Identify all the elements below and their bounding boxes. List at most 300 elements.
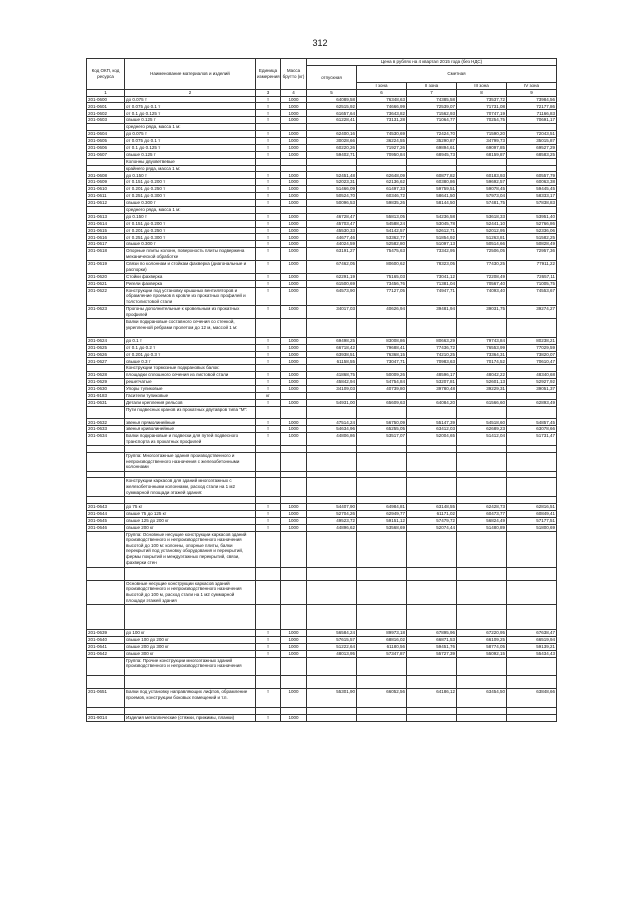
- row-code: 201-0641: [87, 643, 125, 650]
- table-row: [87, 643, 557, 650]
- row-release-price: 44896,62: [307, 524, 357, 531]
- row-zone-2-price: [407, 406, 457, 419]
- row-unit: т: [256, 385, 281, 392]
- row-name: среднего ряда, масса 1 м:: [125, 206, 256, 213]
- table-row: [87, 568, 557, 581]
- row-mass: 1000: [281, 630, 307, 637]
- row-zone-2-price: [407, 452, 457, 471]
- row-mass: 1000: [281, 358, 307, 365]
- header-name: Наименование материалов и изделий: [125, 59, 256, 90]
- row-zone-3-price: 77430,25: [457, 260, 507, 273]
- row-zone-4-price: 59445,45: [507, 186, 557, 193]
- table-row: [87, 580, 557, 605]
- row-code: 201-0616: [87, 234, 125, 241]
- row-name: Стойки фахверка: [125, 273, 256, 280]
- row-unit: т: [256, 337, 281, 344]
- row-name: крайнего ряда, масса 1 м:: [125, 165, 256, 172]
- row-zone-3-price: [457, 365, 507, 372]
- row-mass: 1000: [281, 131, 307, 138]
- row-release-price: 61158,55: [307, 358, 357, 365]
- table-row: [87, 227, 557, 234]
- row-zone-4-price: [507, 657, 557, 676]
- table-row: [87, 319, 557, 338]
- row-code: 201-9014: [87, 714, 125, 721]
- row-release-price: 48013,95: [307, 650, 357, 657]
- row-code: 201-0621: [87, 280, 125, 287]
- table-row: [87, 478, 557, 497]
- row-code: 201-0613: [87, 213, 125, 220]
- row-name: [125, 568, 256, 581]
- row-name: [125, 707, 256, 714]
- row-name: Гасители тупиковые: [125, 392, 256, 399]
- row-zone-3-price: 59692,57: [457, 179, 507, 186]
- row-code: 201-0639: [87, 630, 125, 637]
- table-row: [87, 707, 557, 714]
- table-row: [87, 406, 557, 419]
- row-zone-3-price: 57481,75: [457, 199, 507, 206]
- row-zone-1-price: 89973,18: [357, 630, 407, 637]
- row-release-price: 30028,66: [307, 137, 357, 144]
- row-zone-2-price: 60380,86: [407, 179, 457, 186]
- row-name: до 75 кг: [125, 504, 256, 511]
- row-zone-1-price: [357, 392, 407, 399]
- row-code: 201-0622: [87, 287, 125, 306]
- row-name: от 0.201 до 0.250 т: [125, 186, 256, 193]
- row-zone-1-price: [357, 478, 407, 497]
- row-name: [125, 471, 256, 478]
- column-index: 2: [125, 90, 256, 97]
- table-row: [87, 351, 557, 358]
- row-zone-3-price: [457, 319, 507, 338]
- row-name: Группа: Основные несущие конструкции каркасов зданий производственного и непроизводственного назначения высотой до 100 м: колонны, опорные плиты, балки перекрытий под установку оборудования и перекрытий, фермы покрытий и междуэтажных перекрытий, связи, фахверки стен: [125, 531, 256, 567]
- row-zone-2-price: [407, 319, 457, 338]
- row-release-price: 44677,46: [307, 234, 357, 241]
- row-release-price: 44024,59: [307, 241, 357, 248]
- row-zone-1-price: 53362,77: [357, 234, 407, 241]
- table-row: [87, 344, 557, 351]
- table-row: [87, 220, 557, 227]
- row-release-price: [307, 365, 357, 372]
- row-zone-3-price: 60473,77: [457, 510, 507, 517]
- row-zone-3-price: [457, 676, 507, 689]
- table-row: [87, 110, 557, 117]
- row-zone-3-price: 72506,05: [457, 248, 507, 261]
- row-zone-1-price: [357, 497, 407, 504]
- row-zone-1-price: 52582,80: [357, 241, 407, 248]
- row-name: до 0.1 т: [125, 337, 256, 344]
- row-name: свыше 100 до 200 кг: [125, 636, 256, 643]
- table-row: [87, 419, 557, 426]
- table-row: [87, 358, 557, 365]
- row-release-price: 60220,26: [307, 144, 357, 151]
- row-release-price: 51222,64: [307, 643, 357, 650]
- row-zone-1-price: 70950,84: [357, 151, 407, 158]
- row-zone-2-price: [407, 165, 457, 172]
- row-release-price: 63191,27: [307, 248, 357, 261]
- row-release-price: 61657,64: [307, 110, 357, 117]
- row-code: [87, 568, 125, 581]
- table-row: [87, 199, 557, 206]
- row-mass: [281, 707, 307, 714]
- row-zone-1-price: [357, 707, 407, 714]
- row-name: от 0.251 до 0.300 т: [125, 234, 256, 241]
- row-zone-1-price: 59151,12: [357, 517, 407, 524]
- row-zone-4-price: [507, 471, 557, 478]
- row-name: [125, 497, 256, 504]
- row-release-price: 66718,42: [307, 344, 357, 351]
- row-name: Группа: Прочие конструкции многоэтажных зданий производственного и непроизводственного назначения: [125, 657, 256, 676]
- row-zone-1-price: 57347,87: [357, 650, 407, 657]
- row-code: 201-0630: [87, 385, 125, 392]
- row-zone-3-price: [457, 497, 507, 504]
- row-zone-1-price: [357, 471, 407, 478]
- row-zone-4-price: 70610,47: [507, 358, 557, 365]
- row-unit: [256, 497, 281, 504]
- row-zone-4-price: 60063,38: [507, 179, 557, 186]
- row-zone-2-price: 64186,12: [407, 689, 457, 708]
- row-zone-2-price: [407, 568, 457, 581]
- table-row: [87, 306, 557, 319]
- row-name: звенья криволинейные: [125, 426, 256, 433]
- row-unit: [256, 471, 281, 478]
- row-zone-1-price: [357, 657, 407, 676]
- row-code: [87, 657, 125, 676]
- row-name: Пути подвесных кранов из прокатных двутавров типа "М":: [125, 406, 256, 419]
- row-code: 201-0642: [87, 650, 125, 657]
- row-zone-4-price: 55434,43: [507, 650, 557, 657]
- row-name: от 0.1 до 0.125 т: [125, 110, 256, 117]
- row-zone-4-price: [507, 206, 557, 213]
- table-row: [87, 151, 557, 158]
- row-release-price: 61500,69: [307, 280, 357, 287]
- row-unit: т: [256, 241, 281, 248]
- row-zone-2-price: 52612,71: [407, 227, 457, 234]
- row-zone-2-price: 52074,44: [407, 524, 457, 531]
- row-code: [87, 124, 125, 131]
- row-zone-2-price: [407, 580, 457, 605]
- row-mass: 1000: [281, 172, 307, 179]
- column-index: 1: [87, 90, 125, 97]
- row-zone-2-price: [407, 676, 457, 689]
- row-unit: т: [256, 248, 281, 261]
- row-name: Ригели фахверка: [125, 280, 256, 287]
- row-zone-1-price: 60346,72: [357, 193, 407, 200]
- row-unit: [256, 446, 281, 453]
- row-unit: т: [256, 643, 281, 650]
- table-row: [87, 372, 557, 379]
- row-release-price: 64089,58: [307, 96, 357, 103]
- row-release-price: 64573,90: [307, 287, 357, 306]
- header-zone-4: IV зона: [507, 83, 557, 90]
- row-release-price: 55301,90: [307, 689, 357, 708]
- row-unit: т: [256, 220, 281, 227]
- row-zone-2-price: 71562,93: [407, 110, 457, 117]
- row-release-price: 45703,47: [307, 220, 357, 227]
- row-zone-4-price: [507, 124, 557, 131]
- table-row: [87, 517, 557, 524]
- row-zone-1-price: 76368,15: [357, 351, 407, 358]
- row-zone-3-price: 57973,04: [457, 193, 507, 200]
- row-release-price: 51466,09: [307, 186, 357, 193]
- row-code: [87, 319, 125, 338]
- row-zone-4-price: [507, 392, 557, 399]
- table-row: [87, 165, 557, 172]
- row-release-price: 47514,24: [307, 419, 357, 426]
- table-row: [87, 605, 557, 630]
- row-zone-4-price: [507, 365, 557, 372]
- row-zone-3-price: 63454,50: [457, 689, 507, 708]
- row-release-price: 52023,31: [307, 179, 357, 186]
- row-name: Прогоны дополнительные к кровельным из прокатных профилей: [125, 306, 256, 319]
- row-unit: т: [256, 636, 281, 643]
- table-row: [87, 452, 557, 471]
- row-zone-2-price: 58641,50: [407, 193, 457, 200]
- row-release-price: [307, 580, 357, 605]
- row-zone-1-price: 40739,80: [357, 385, 407, 392]
- row-zone-2-price: [407, 365, 457, 372]
- row-unit: [256, 406, 281, 419]
- row-zone-2-price: 53207,81: [407, 379, 457, 386]
- row-zone-3-price: 52441,10: [457, 220, 507, 227]
- row-code: [87, 206, 125, 213]
- row-zone-4-price: 60849,41: [507, 510, 557, 517]
- row-zone-2-price: 55147,39: [407, 419, 457, 426]
- row-mass: [281, 365, 307, 372]
- row-code: [87, 471, 125, 478]
- row-zone-3-price: [457, 478, 507, 497]
- row-mass: 1000: [281, 636, 307, 643]
- table-row: [87, 657, 557, 676]
- row-zone-4-price: 71005,75: [507, 280, 557, 287]
- row-mass: [281, 676, 307, 689]
- row-name: свыше 200 до 300 кг: [125, 643, 256, 650]
- row-zone-4-price: 51800,69: [507, 524, 557, 531]
- row-zone-4-price: 50828,49: [507, 241, 557, 248]
- row-zone-3-price: [457, 714, 507, 721]
- row-name: Детали крепления рельсов: [125, 399, 256, 406]
- row-zone-2-price: 57479,72: [407, 517, 457, 524]
- row-release-price: 52704,26: [307, 510, 357, 517]
- row-zone-2-price: 64084,20: [407, 399, 457, 406]
- table-row: [87, 103, 557, 110]
- row-zone-3-price: 62689,23: [457, 426, 507, 433]
- row-mass: 1000: [281, 248, 307, 261]
- row-name: Упоры тупиковые: [125, 385, 256, 392]
- row-mass: [281, 158, 307, 165]
- row-unit: т: [256, 650, 281, 657]
- table-row: [87, 650, 557, 657]
- row-zone-3-price: 79743,84: [457, 337, 507, 344]
- row-mass: 1000: [281, 260, 307, 273]
- row-unit: т: [256, 510, 281, 517]
- row-zone-4-price: 57177,51: [507, 517, 557, 524]
- row-zone-1-price: [357, 206, 407, 213]
- table-row: [87, 497, 557, 504]
- row-zone-2-price: 59759,51: [407, 186, 457, 193]
- row-mass: 1000: [281, 517, 307, 524]
- row-mass: 1000: [281, 273, 307, 280]
- row-mass: 1000: [281, 151, 307, 158]
- row-zone-2-price: 60877,82: [407, 172, 457, 179]
- row-name: от 0.151 до 0.200 т: [125, 220, 256, 227]
- row-mass: [281, 452, 307, 471]
- header-zone-2: II зона: [407, 83, 457, 90]
- table-body: [87, 96, 557, 721]
- row-mass: 1000: [281, 714, 307, 721]
- row-zone-1-price: [357, 158, 407, 165]
- row-zone-4-price: 52927,92: [507, 379, 557, 386]
- row-code: 201-0651: [87, 689, 125, 708]
- row-zone-1-price: 53517,07: [357, 433, 407, 446]
- row-zone-1-price: [357, 446, 407, 453]
- row-release-price: 62515,92: [307, 103, 357, 110]
- row-unit: [256, 158, 281, 165]
- table-row: [87, 426, 557, 433]
- table-row: [87, 446, 557, 453]
- header-release-price: отпускная: [307, 65, 357, 89]
- row-zone-4-price: [507, 580, 557, 605]
- row-unit: [256, 165, 281, 172]
- row-zone-3-price: [457, 452, 507, 471]
- row-mass: 1000: [281, 306, 307, 319]
- row-name: Группа: Многоэтажные здания производственного и непроизводственного назначения с железобетонными колоннами: [125, 452, 256, 471]
- row-zone-3-price: 53618,33: [457, 213, 507, 220]
- page-number: 312: [312, 38, 328, 48]
- row-name: до 0.075 т: [125, 96, 256, 103]
- row-zone-1-price: 62136,62: [357, 179, 407, 186]
- table-row: [87, 96, 557, 103]
- table-row: [87, 531, 557, 567]
- column-index: 6: [357, 90, 407, 97]
- row-zone-4-price: 73984,56: [507, 96, 557, 103]
- row-zone-2-price: [407, 471, 457, 478]
- row-code: 201-0624: [87, 337, 125, 344]
- row-zone-3-price: [457, 124, 507, 131]
- row-zone-4-price: 67638,47: [507, 630, 557, 637]
- header-unit: Единица измерения: [256, 59, 281, 90]
- row-unit: т: [256, 131, 281, 138]
- row-name: от 0.151 до 0.200 т: [125, 179, 256, 186]
- row-unit: т: [256, 433, 281, 446]
- row-code: [87, 676, 125, 689]
- row-zone-2-price: 72539,07: [407, 103, 457, 110]
- column-index: 4: [281, 90, 307, 97]
- row-zone-2-price: 74210,25: [407, 351, 457, 358]
- row-code: 201-0610: [87, 186, 125, 193]
- row-zone-1-price: 50009,26: [357, 372, 407, 379]
- row-zone-3-price: [457, 206, 507, 213]
- row-mass: [281, 124, 307, 131]
- price-table: [86, 58, 557, 722]
- row-code: 201-0644: [87, 510, 125, 517]
- row-name: свыше 125 до 200 кг: [125, 517, 256, 524]
- row-release-price: [307, 657, 357, 676]
- row-zone-3-price: 71590,20: [457, 131, 507, 138]
- row-mass: 1000: [281, 419, 307, 426]
- row-name: от 0.075 до 0.1 т: [125, 137, 256, 144]
- table-row: [87, 287, 557, 306]
- row-unit: т: [256, 504, 281, 511]
- row-mass: [281, 605, 307, 630]
- table-row: [87, 337, 557, 344]
- row-unit: т: [256, 358, 281, 365]
- row-mass: [281, 206, 307, 213]
- row-release-price: [307, 605, 357, 630]
- row-zone-1-price: 74530,69: [357, 131, 407, 138]
- row-zone-4-price: [507, 497, 557, 504]
- row-zone-3-price: 76553,99: [457, 344, 507, 351]
- row-mass: 1000: [281, 379, 307, 386]
- row-name: Опорные плиты колонн, поверхность плиты подвержена механической обработке: [125, 248, 256, 261]
- row-zone-2-price: 68945,73: [407, 151, 457, 158]
- row-zone-3-price: 54518,60: [457, 419, 507, 426]
- row-mass: 1000: [281, 110, 307, 117]
- row-unit: т: [256, 689, 281, 708]
- row-zone-3-price: [457, 568, 507, 581]
- table-row: [87, 510, 557, 517]
- row-mass: [281, 497, 307, 504]
- row-zone-2-price: [407, 714, 457, 721]
- row-zone-2-price: [407, 707, 457, 714]
- row-mass: [281, 568, 307, 581]
- row-zone-2-price: [407, 478, 457, 497]
- row-code: 201-0620: [87, 273, 125, 280]
- row-unit: т: [256, 399, 281, 406]
- row-zone-4-price: 39051,37: [507, 385, 557, 392]
- row-release-price: [307, 568, 357, 581]
- row-release-price: 54931,00: [307, 399, 357, 406]
- row-zone-3-price: 58774,05: [457, 643, 507, 650]
- row-release-price: [307, 319, 357, 338]
- row-zone-3-price: [457, 446, 507, 453]
- header-zone-3: III зона: [457, 83, 507, 90]
- row-zone-1-price: [357, 714, 407, 721]
- row-zone-4-price: [507, 452, 557, 471]
- row-zone-3-price: 52601,13: [457, 379, 507, 386]
- row-code: [87, 365, 125, 372]
- row-zone-4-price: [507, 478, 557, 497]
- row-code: [87, 406, 125, 419]
- table-row: [87, 241, 557, 248]
- row-code: 201-0615: [87, 227, 125, 234]
- row-zone-3-price: 39031,75: [457, 306, 507, 319]
- row-unit: [256, 605, 281, 630]
- row-name: Изделия металлические (стяжки, прижимы, планки): [125, 714, 256, 721]
- row-code: 201-0604: [87, 131, 125, 138]
- row-mass: [281, 165, 307, 172]
- row-code: [87, 531, 125, 567]
- row-zone-1-price: 79688,41: [357, 344, 407, 351]
- row-zone-3-price: [457, 707, 507, 714]
- row-zone-4-price: 73820,07: [507, 351, 557, 358]
- row-zone-2-price: 69894,61: [407, 144, 457, 151]
- row-zone-3-price: 51412,04: [457, 433, 507, 446]
- row-mass: 1000: [281, 234, 307, 241]
- row-code: 201-0614: [87, 220, 125, 227]
- row-unit: т: [256, 273, 281, 280]
- row-zone-1-price: 66052,56: [357, 689, 407, 708]
- row-zone-4-price: 59139,21: [507, 643, 557, 650]
- row-mass: 1000: [281, 220, 307, 227]
- row-release-price: [307, 707, 357, 714]
- row-zone-1-price: 75165,03: [357, 273, 407, 280]
- row-release-price: [307, 206, 357, 213]
- row-zone-1-price: 55813,05: [357, 213, 407, 220]
- row-mass: [281, 580, 307, 605]
- table-row: [87, 137, 557, 144]
- row-zone-2-price: [407, 657, 457, 676]
- row-name: свыше 0.3 т: [125, 358, 256, 365]
